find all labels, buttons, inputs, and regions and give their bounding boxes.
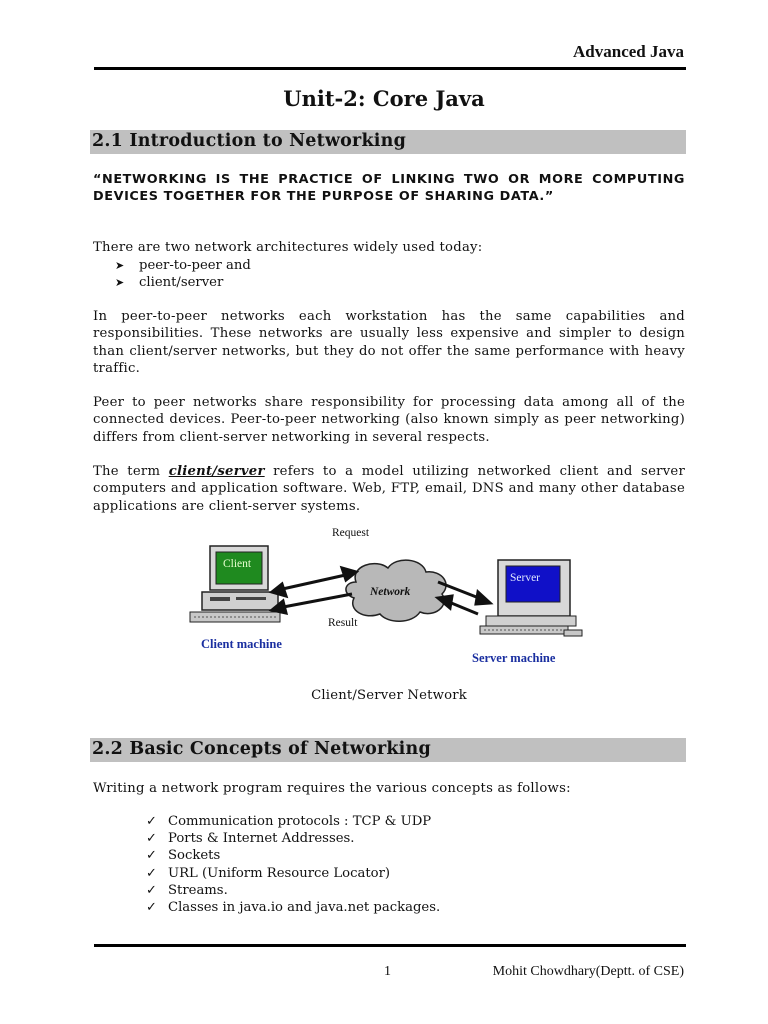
footer-author: Mohit Chowdhary(Deptt. of CSE) <box>492 964 684 979</box>
concepts-intro: Writing a network program requires the various concepts as follows: <box>93 781 571 796</box>
result-label: Result <box>328 617 358 629</box>
checkmark-icon: ✓ <box>146 900 157 916</box>
header-rule <box>94 67 686 70</box>
list-item <box>146 813 440 830</box>
list-item-text: URL (Uniform Resource Locator) <box>168 865 391 881</box>
list-item <box>146 830 440 847</box>
page-title: Unit-2: Core Java <box>283 86 485 111</box>
list-item <box>146 899 440 916</box>
concepts-list <box>146 813 440 916</box>
checkmark-icon: ✓ <box>146 814 157 829</box>
checkmark-icon: ✓ <box>146 882 157 898</box>
footer-rule <box>94 944 686 947</box>
list-item-text: client/server <box>139 275 224 290</box>
architectures-intro: There are two network architectures widely used today: <box>93 240 483 255</box>
running-header: Advanced Java <box>573 42 684 61</box>
network-label: Network <box>370 586 411 598</box>
checkmark-icon: ✓ <box>146 865 157 881</box>
checkmark-icon: ✓ <box>146 848 157 864</box>
section-heading-text: 2.1 Introduction to Networking <box>92 131 407 151</box>
client-screen-label: Client <box>223 558 252 570</box>
section-heading-2-1 <box>90 130 686 154</box>
section-heading-text: 2.2 Basic Concepts of Networking <box>92 739 431 759</box>
peer-networking-paragraph: Peer to peer networks share responsibility for processing data among all of the connected devices. Peer-to-peer networking (also known simply as peer networking) differs from client-server networking in several respects. <box>93 395 685 445</box>
architecture-list <box>115 257 251 291</box>
request-arrow <box>272 568 356 596</box>
peer-to-peer-paragraph: In peer-to-peer networks each workstation has the same capabilities and responsibilities. These networks are usually less expensive and simpler to design than client/server networks, but they do not offer the same performance with heavy traffic. <box>93 309 685 377</box>
arrowhead-bullet-icon: ➤ <box>115 276 125 289</box>
server-machine-caption: Server machine <box>472 651 556 665</box>
client-server-diagram <box>180 524 600 674</box>
list-item-text: Classes in java.io and java.net packages. <box>168 900 441 916</box>
networking-definition-quote: “NETWORKING IS THE PRACTICE OF LINKING TWO OR MORE COMPUTING DEVICES TOGETHER FOR THE PURPOSE OF SHARING DATA.” <box>93 172 685 205</box>
client-server-term: client/server <box>168 464 265 479</box>
page-number: 1 <box>384 964 391 979</box>
list-item <box>115 274 251 291</box>
client-server-paragraph <box>93 463 685 515</box>
section-heading-2-2 <box>90 738 686 762</box>
list-item-text: peer-to-peer and <box>139 258 251 273</box>
list-item-text: Streams. <box>168 882 228 898</box>
figure-caption: Client/Server Network <box>311 688 467 703</box>
request-label: Request <box>332 527 370 539</box>
arrowhead-bullet-icon: ➤ <box>115 259 125 272</box>
server-screen-label: Server <box>510 572 541 584</box>
list-item-text: Sockets <box>168 848 221 864</box>
list-item <box>146 882 440 899</box>
client-machine-caption: Client machine <box>201 637 282 651</box>
checkmark-icon: ✓ <box>146 831 157 847</box>
list-item-text: Ports & Internet Addresses. <box>168 831 355 847</box>
list-item <box>115 257 251 274</box>
paragraph-text: refers to a model utilizing networked client and server computers and application software. Web, FTP, email, DNS and many other database applications are client-server systems. <box>93 464 685 514</box>
list-item-text: Communication protocols : TCP & UDP <box>168 814 432 829</box>
paragraph-text: The term <box>93 464 169 479</box>
list-item <box>146 865 440 882</box>
list-item <box>146 847 440 864</box>
